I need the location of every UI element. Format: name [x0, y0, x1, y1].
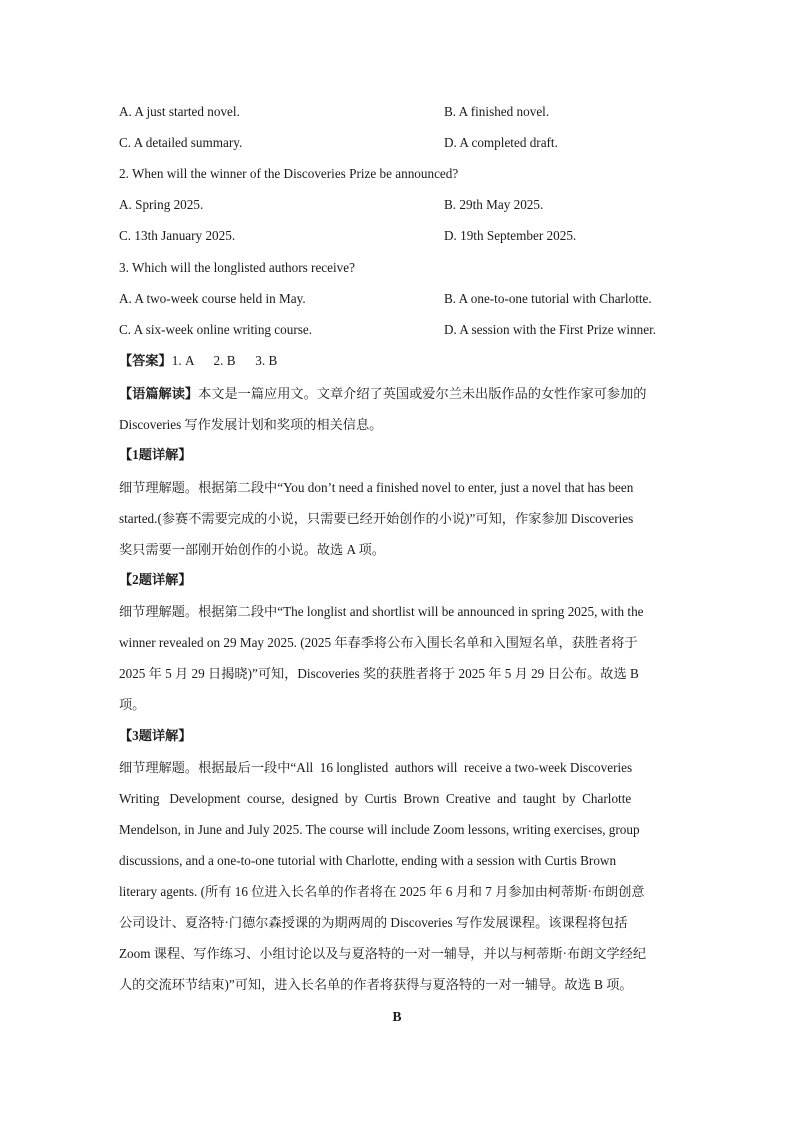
detail3-heading: 【3题详解】 [119, 728, 192, 743]
detail3-line-1: 细节理解题。根据最后一段中“All 16 longlisted authors will receive a two-week Discoveries [119, 760, 633, 775]
reading-paragraph [119, 378, 675, 440]
section-mark: B [392, 1009, 402, 1024]
q1-options-row-1 [119, 103, 679, 121]
q3-option-b: B. A one-to-one tutorial with Charlotte. [444, 291, 652, 306]
q2-options-row-2 [119, 227, 679, 245]
q3-options-row-1 [119, 290, 679, 308]
detail2-paragraph [119, 596, 675, 720]
detail3-line-2: Writing Development course, designed by Curtis Brown Creative and taught by Charlotte [119, 791, 632, 806]
detail2-line-4: 项。 [119, 697, 146, 712]
q1-option-c: C. A detailed summary. [119, 135, 243, 150]
q3-stem: 3. Which will the longlisted authors receive? [119, 260, 355, 275]
detail1-heading: 【1题详解】 [119, 447, 192, 462]
q2-option-d: D. 19th September 2025. [444, 228, 577, 243]
detail2-line-1: 细节理解题。根据第二段中“The longlist and shortlist will be announced in spring 2025, with the [119, 604, 644, 619]
detail3-line-5: literary agents. (所有 16 位进入长名单的作者将在 2025 年 6 月和 7 月参加由柯蒂斯·布朗创意 [119, 884, 645, 899]
reading-label: 【语篇解读】 [119, 386, 199, 401]
detail2-line-3: 2025 年 5 月 29 日揭晓)”可知，Discoveries 奖的获胜者将于 2025 年 5 月 29 日公布。故选 B [119, 666, 639, 681]
q3-option-d: D. A session with the First Prize winner. [444, 322, 657, 337]
q1-option-b: B. A finished novel. [444, 104, 550, 119]
q2-option-a: A. Spring 2025. [119, 197, 204, 212]
detail3-line-3: Mendelson, in June and July 2025. The course will include Zoom lessons, writing exercises, group [119, 822, 640, 837]
detail3-line-6: 公司设计、夏洛特·门德尔森授课的为期两周的 Discoveries 写作发展课程。该课程将包括 [119, 915, 628, 930]
q2-options-row-1 [119, 196, 679, 214]
q1-option-d: D. A completed draft. [444, 135, 558, 150]
detail2-line-2: winner revealed on 29 May 2025. (2025 年春季将公布入围长名单和入围短名单，获胜者将于 [119, 635, 638, 650]
q3-option-c: C. A six-week online writing course. [119, 322, 313, 337]
q1-option-a: A. A just started novel. [119, 104, 240, 119]
detail2-heading: 【2题详解】 [119, 572, 192, 587]
detail1-paragraph [119, 472, 675, 565]
reading-line-2: Discoveries 写作发展计划和奖项的相关信息。 [119, 417, 383, 432]
q2-option-c: C. 13th January 2025. [119, 228, 236, 243]
q3-option-a: A. A two-week course held in May. [119, 291, 306, 306]
detail3-line-7: Zoom 课程、写作练习、小组讨论以及与夏洛特的一对一辅导，并以与柯蒂斯·布朗文学经纪 [119, 946, 647, 961]
q2-stem: 2. When will the winner of the Discoveries Prize be announced? [119, 166, 459, 181]
answer-label: 【答案】 [119, 353, 172, 368]
reading-line-1 [119, 378, 675, 409]
q1-options-row-2 [119, 134, 679, 152]
q2-option-b: B. 29th May 2025. [444, 197, 544, 212]
detail3-line-8: 人的交流环节结束)”可知，进入长名单的作者将获得与夏洛特的一对一辅导。故选 B 项。 [119, 977, 633, 992]
detail1-line-2: started.(参赛不需要完成的小说，只需要已经开始创作的小说)”可知，作家参加 Discoveries [119, 511, 634, 526]
detail1-line-1: 细节理解题。根据第二段中“You don’t need a finished novel to enter, just a novel that has been [119, 480, 634, 495]
reading-text-1: 本文是一篇应用文。文章介绍了英国或爱尔兰未出版作品的女性作家可参加的 [198, 386, 647, 401]
detail3-line-4: discussions, and a one-to-one tutorial with Charlotte, ending with a session with Curtis Brown [119, 853, 617, 868]
detail1-line-3: 奖只需要一部刚开始创作的小说。故选 A 项。 [119, 542, 385, 557]
q3-options-row-2 [119, 321, 679, 339]
answer-text: 1. A 2. B 3. B [171, 353, 278, 368]
detail3-paragraph [119, 752, 675, 1000]
answer-line [119, 352, 675, 370]
